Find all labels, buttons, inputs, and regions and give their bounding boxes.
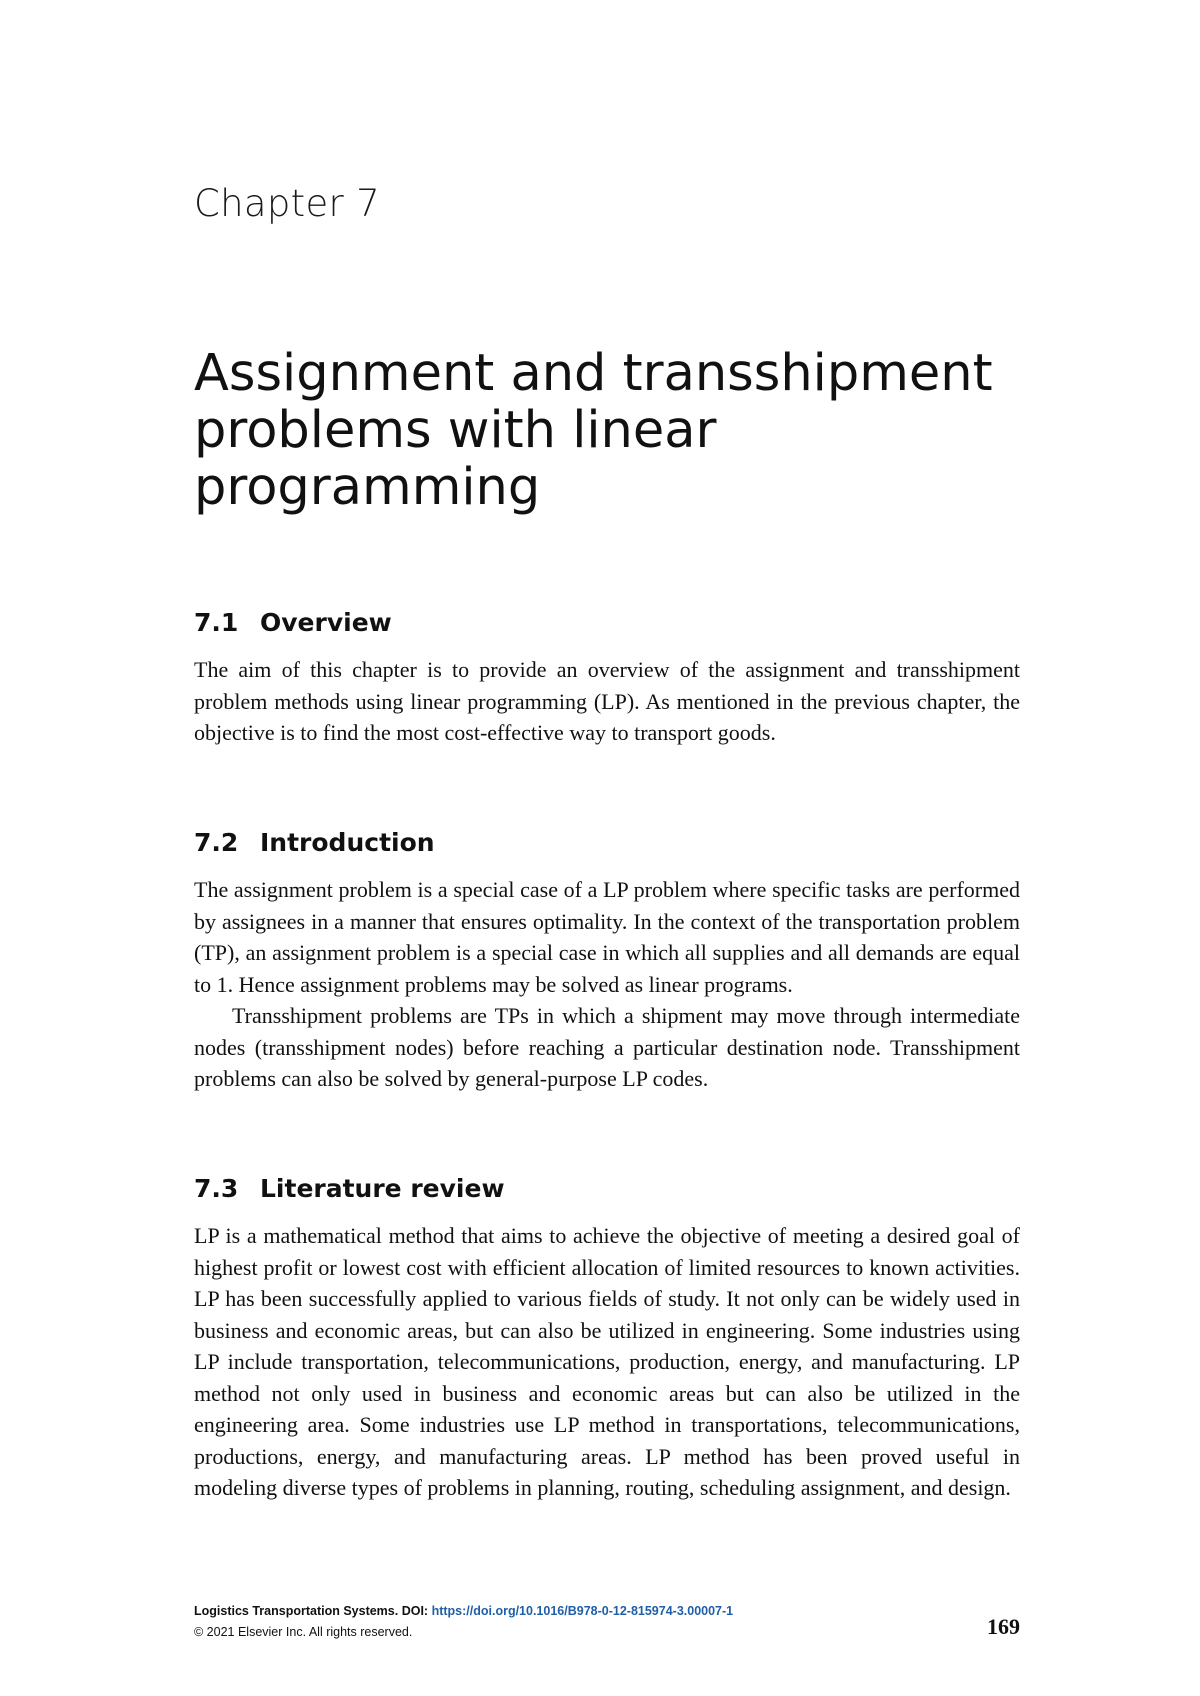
section-body-literature-review (194, 1220, 1020, 1504)
paragraph: Transshipment problems are TPs in which a shipment may move through intermediate nodes (transshipment nodes) before reaching a particular destination node. Transshipment problems can also be solved by general-purpose LP codes. (194, 1003, 1020, 1091)
section-heading-literature-review (194, 1174, 505, 1203)
section-body-introduction (194, 874, 1020, 1095)
doi-link[interactable]: https://doi.org/10.1016/B978-0-12-815974-3.00007-1 (431, 1604, 734, 1618)
page-number: 169 (987, 1614, 1020, 1639)
section-number: 7.2 (194, 828, 239, 857)
chapter-title-line: problems with linear (194, 401, 717, 460)
doi-label: DOI: (401, 1604, 429, 1618)
section-title: Overview (260, 608, 392, 637)
paragraph: LP is a mathematical method that aims to achieve the objective of meeting a desired goal of highest profit or lowest cost with efficient allocation of limited resources to known activities. LP has been successfully applied to various fields of study. It not only can be widely used in business and economic areas, but can also be utilized in engineering. Some industries using LP include transportation, telecommunications, production, energy, and manufacturing. LP method not only used in business and economic areas but can also be utilized in the engineering area. Some industries use LP method in transportations, telecommunications, productions, energy, and manufacturing areas. LP method has been proved useful in modeling diverse types of problems in planning, routing, scheduling assignment, and design. (194, 1223, 1020, 1500)
chapter-title-line: Assignment and transshipment (194, 344, 993, 403)
section-title: Introduction (260, 828, 435, 857)
footer-citation (194, 1604, 733, 1618)
section-body-overview (194, 654, 1020, 749)
book-title: Logistics Transportation Systems. (194, 1604, 399, 1618)
section-title: Literature review (260, 1174, 505, 1203)
section-heading-introduction (194, 828, 435, 857)
copyright-notice: © 2021 Elsevier Inc. All rights reserved. (194, 1625, 413, 1639)
paragraph: The aim of this chapter is to provide an overview of the assignment and transshipment problem methods using linear programming (LP). As mentioned in the previous chapter, the objective is to find the most cost-effective way to transport goods. (194, 657, 1020, 745)
chapter-title-line: programming (194, 458, 541, 517)
chapter-title (194, 345, 1094, 516)
paragraph: The assignment problem is a special case of a LP problem where specific tasks are performed by assignees in a manner that ensures optimality. In the context of the transportation problem (TP), an assignment problem is a special case in which all supplies and all demands are equal to 1. Hence assignment problems may be solved as linear programs. (194, 877, 1020, 997)
section-number: 7.3 (194, 1174, 239, 1203)
chapter-label: Chapter 7 (194, 182, 380, 225)
section-heading-overview (194, 608, 392, 637)
section-number: 7.1 (194, 608, 239, 637)
